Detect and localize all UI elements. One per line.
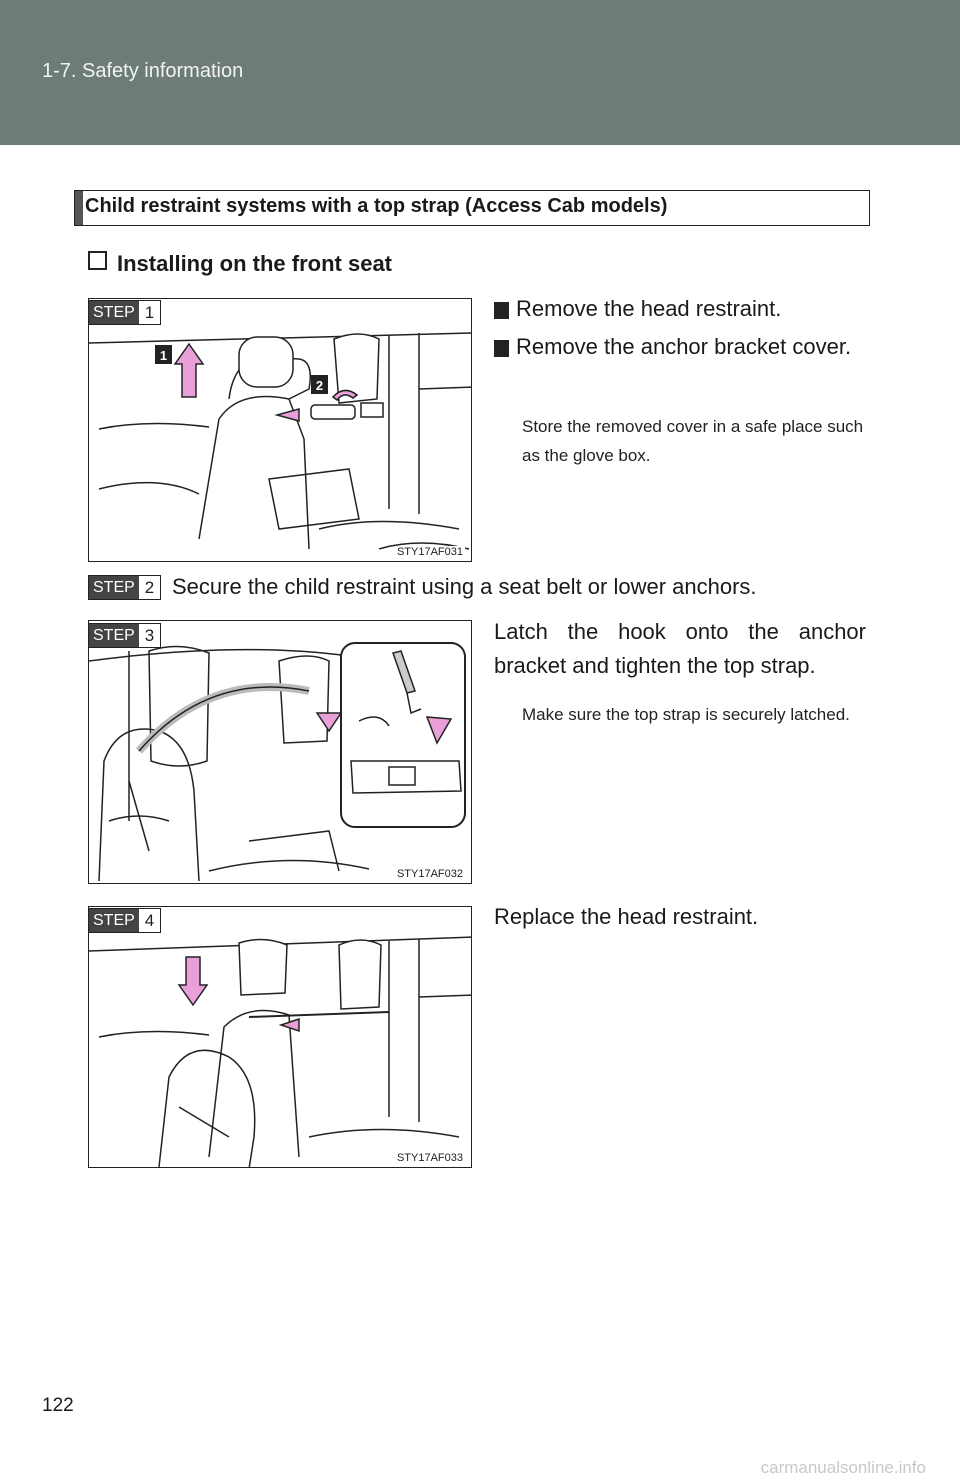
- subheading: [88, 251, 392, 277]
- step1-illustration: [89, 299, 472, 562]
- step2-label: [88, 575, 161, 600]
- square-bullet-icon: [88, 251, 107, 270]
- subheading-text: Installing on the front seat: [117, 251, 393, 276]
- figure-code: STY17AF033: [396, 1152, 463, 1164]
- step3-illustration: [89, 621, 472, 884]
- figure-code: STY17AF032: [396, 868, 463, 880]
- step-word: STEP: [89, 624, 139, 647]
- step-number: 2: [144, 578, 155, 597]
- step3-label: [88, 623, 161, 648]
- step4-text: Replace the head restraint.: [494, 904, 759, 929]
- step-number: 3: [144, 626, 155, 645]
- step-word: STEP: [89, 909, 139, 932]
- header-section-title: 1-7. Safety information: [42, 60, 244, 82]
- step-number: 4: [144, 911, 155, 930]
- step1-item-1: [484, 292, 892, 326]
- step-word: STEP: [89, 301, 139, 324]
- step1-figure: [88, 298, 472, 562]
- step1-item-2: [484, 330, 892, 364]
- step3-figure: [88, 620, 472, 884]
- step3-note: Make sure the top strap is securely latched.: [522, 705, 850, 724]
- svg-text:2: 2: [315, 378, 324, 393]
- step4-figure: [88, 906, 472, 1168]
- step-word: STEP: [89, 576, 139, 599]
- number-badge-icon: 1: [494, 302, 509, 319]
- step-number: 1: [144, 303, 155, 322]
- section-title: Child restraint systems with a top strap (Access Cab models): [85, 195, 668, 217]
- header-band: [0, 0, 960, 145]
- section-title-bar: [75, 191, 83, 225]
- step4-illustration: [89, 907, 472, 1168]
- page-number: 122: [42, 1395, 74, 1416]
- step1-label: [88, 300, 161, 325]
- section-title-box: [74, 190, 870, 226]
- step1-item-1-text: Remove the head restraint.: [516, 296, 782, 321]
- svg-text:1: 1: [159, 348, 168, 363]
- watermark: carmanualsonline.info: [760, 1458, 926, 1477]
- number-badge-icon: 2: [494, 340, 509, 357]
- step4-label: [88, 908, 161, 933]
- step1-note: Store the removed cover in a safe place such as the glove box.: [522, 417, 864, 465]
- step2-text: Secure the child restraint using a seat belt or lower anchors.: [172, 574, 757, 599]
- step3-text: Latch the hook onto the anchor bracket and tighten the top strap.: [494, 619, 866, 678]
- figure-code: STY17AF031: [396, 546, 463, 558]
- step1-item-2-text: Remove the anchor bracket cover.: [516, 334, 852, 359]
